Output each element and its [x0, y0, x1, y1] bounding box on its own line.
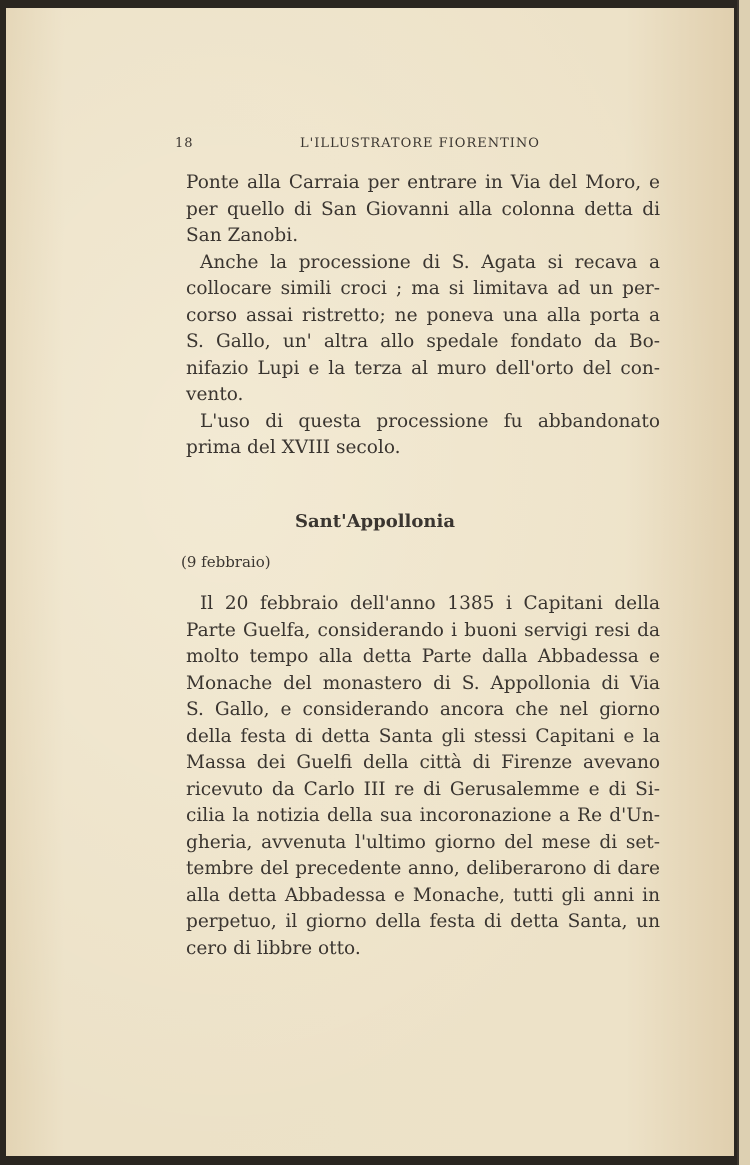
text-line: S. Gallo, un' altra allo spedale fondato da Bo-: [186, 331, 660, 352]
text-line: della festa di detta Santa gli stessi Capitani e la: [186, 725, 660, 747]
page-number: 18: [175, 136, 194, 151]
text-line: alla detta Abbadessa e Monache, tutti gli anni in: [186, 884, 660, 906]
text-line: tembre del precedente anno, deliberarono di dare: [186, 858, 660, 879]
section-title: Sant'Appollonia: [295, 511, 455, 532]
text-line: Il 20 febbraio dell'anno 1385 i Capitani della: [200, 593, 660, 614]
text-line: Anche la processione di S. Agata si recava a: [200, 251, 660, 273]
text-line: Massa dei Guelfi della città di Firenze avevano: [186, 752, 660, 773]
text-line: per quello di San Giovanni alla colonna detta di: [186, 198, 660, 220]
text-line: S. Gallo, e considerando ancora che nel giorno: [186, 699, 660, 720]
text-line: vento.: [186, 384, 244, 405]
text-line: gheria, avvenuta l'ultimo giorno del mese di set-: [186, 831, 660, 853]
running-title: L'ILLUSTRATORE FIORENTINO: [300, 136, 540, 151]
text-line: San Zanobi.: [186, 225, 299, 246]
text-line: cilia la notizia della sua incoronazione a Re d'Un-: [186, 805, 660, 826]
text-line: nifazio Lupi e la terza al muro dell'orto del con-: [186, 357, 660, 379]
text-line: cero di libbre otto.: [186, 937, 361, 959]
text-line: L'uso di questa processione fu abbandonato: [200, 410, 660, 432]
next-page-edge: [737, 0, 750, 1165]
text-line: ricevuto da Carlo III re di Gerusalemme e di Si-: [186, 778, 660, 800]
text-line: molto tempo alla detta Parte dalla Abbadessa e: [186, 646, 660, 667]
text-line: collocare simili croci ; ma si limitava ad un per-: [186, 278, 660, 299]
text-line: perpetuo, il giorno della festa di detta Santa, un: [186, 911, 660, 932]
section-date: (9 febbraio): [181, 553, 271, 571]
text-line: Monache del monastero di S. Appollonia di Via: [186, 672, 660, 694]
text-line: prima del XVIII secolo.: [186, 437, 401, 458]
text-line: Ponte alla Carraia per entrare in Via del Moro, e: [186, 172, 660, 193]
text-line: corso assai ristretto; ne poneva una alla porta a: [186, 304, 660, 326]
text-line: Parte Guelfa, considerando i buoni servigi resi da: [186, 619, 660, 641]
